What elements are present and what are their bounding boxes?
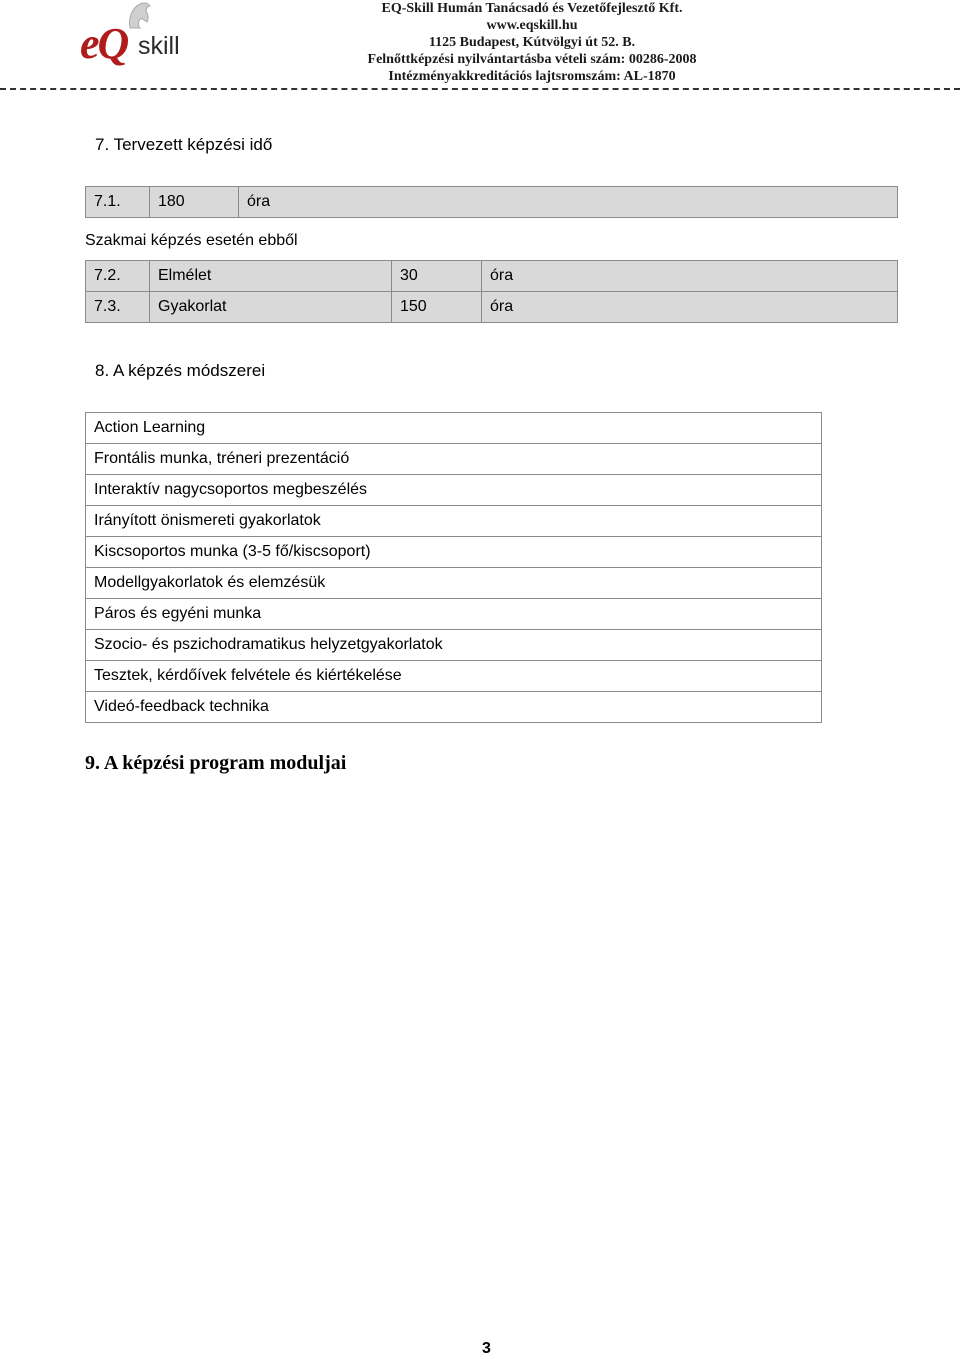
section8-heading: 8. A képzés módszerei (95, 361, 266, 380)
method-item: Kiscsoportos munka (3-5 fő/kiscsoport) (86, 537, 822, 568)
table-row (86, 537, 822, 568)
table-row (86, 506, 822, 537)
table-row (86, 630, 822, 661)
section9-heading: 9. A képzési program moduljai (85, 752, 347, 774)
hours-breakdown-table (85, 260, 898, 323)
row-number: 7.2. (86, 261, 150, 292)
row-unit: óra (482, 292, 898, 323)
row-label: Gyakorlat (150, 292, 392, 323)
method-item: Irányított önismereti gyakorlatok (86, 506, 822, 537)
total-hours-unit: óra (239, 187, 898, 218)
logo-eq-text: eQ (80, 19, 128, 68)
total-hours-value: 180 (150, 187, 239, 218)
row-value: 30 (392, 261, 482, 292)
company-name: EQ-Skill Humán Tanácsadó és Vezetőfejlesztő Kft. (381, 1, 683, 16)
table-row (86, 661, 822, 692)
table-row (86, 599, 822, 630)
company-logo (80, 0, 190, 80)
row-number: 7.3. (86, 292, 150, 323)
row-value: 150 (392, 292, 482, 323)
method-item: Action Learning (86, 413, 822, 444)
company-header (262, 0, 802, 85)
accreditation-number: Intézményakkreditációs lajtsromszám: AL-1870 (388, 69, 676, 84)
row-unit: óra (482, 261, 898, 292)
company-website: www.eqskill.hu (486, 18, 578, 33)
row-label: Elmélet (150, 261, 392, 292)
row-number: 7.1. (86, 187, 150, 218)
table-row (86, 292, 898, 323)
table-row (86, 568, 822, 599)
table-row (86, 187, 898, 218)
method-item: Interaktív nagycsoportos megbeszélés (86, 475, 822, 506)
methods-table (85, 412, 822, 723)
total-hours-table (85, 186, 898, 218)
method-item: Videó-feedback technika (86, 692, 822, 723)
method-item: Páros és egyéni munka (86, 599, 822, 630)
section7-subtitle: Szakmai képzés esetén ebből (85, 232, 298, 249)
table-row (86, 444, 822, 475)
company-address: 1125 Budapest, Kútvölgyi út 52. B. (428, 35, 636, 50)
logo-skill-text: skill (138, 32, 180, 60)
table-row (86, 692, 822, 723)
method-item: Frontális munka, tréneri prezentáció (86, 444, 822, 475)
table-row (86, 413, 822, 444)
registration-number: Felnőttképzési nyilvántartásba vételi szám: 00286-2008 (367, 52, 697, 67)
header-divider (0, 88, 960, 90)
method-item: Tesztek, kérdőívek felvétele és kiértékelése (86, 661, 822, 692)
method-item: Szocio- és pszichodramatikus helyzetgyakorlatok (86, 630, 822, 661)
method-item: Modellgyakorlatok és elemzésük (86, 568, 822, 599)
page-number: 3 (482, 1340, 491, 1357)
section7-heading: 7. Tervezett képzési idő (95, 135, 273, 154)
table-row (86, 261, 898, 292)
table-row (86, 475, 822, 506)
